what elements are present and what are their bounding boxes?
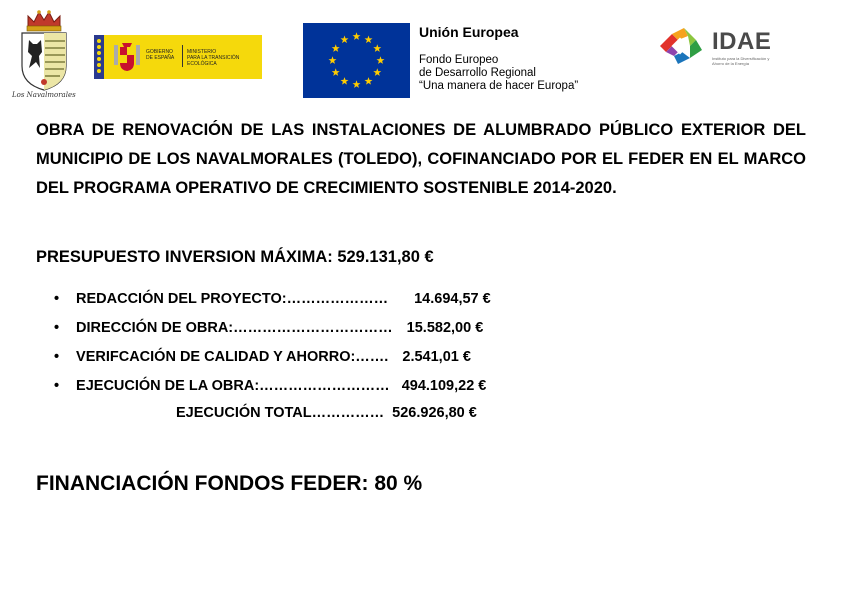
eu-title: Unión Europea (419, 24, 519, 40)
budget-item-amount: 494.109,22 € (401, 378, 487, 394)
gobierno-line-2: DE ESPAÑA (146, 55, 175, 61)
budget-item (54, 320, 483, 336)
eu-flag-icon (303, 23, 410, 98)
budget-item-label: REDACCIÓN DEL PROYECTO:………………… (76, 291, 389, 307)
bullet: • (54, 320, 60, 336)
budget-item-amount: 14.694,57 € (414, 291, 491, 307)
ministerio-line-1: MINISTERIO (187, 49, 217, 55)
eu-fund-motto: “Una manera de hacer Europa” (419, 80, 579, 92)
gobierno-espana-logo (94, 35, 262, 79)
funding-line: FINANCIACIÓN FONDOS FEDER: 80 % (36, 472, 423, 495)
idae-name: IDAE (712, 28, 772, 55)
execution-total-amount: 526.926,80 € (392, 405, 477, 421)
idae-logo (652, 22, 784, 72)
eu-fund-line-2: de Desarrollo Regional (419, 67, 536, 79)
budget-item-amount: 2.541,01 € (402, 349, 471, 365)
idae-subtitle: Instituto para la Diversificación y Ahorro de la Energía (712, 56, 770, 66)
execution-total-label: EJECUCIÓN TOTAL…………… (176, 405, 385, 421)
budget-line: PRESUPUESTO INVERSION MÁXIMA: 529.131,80 € (36, 248, 434, 266)
idae-mark-icon (652, 24, 708, 68)
spain-coat-of-arms-icon (112, 41, 142, 73)
crest-caption: Los Navalmorales (12, 91, 76, 99)
gobierno-divider (182, 45, 183, 67)
budget-item-label: VERIFCACIÓN DE CALIDAD Y AHORRO:……. (76, 349, 389, 365)
budget-item-label: EJECUCIÓN DE LA OBRA:……………………… (76, 378, 390, 394)
bullet: • (54, 378, 60, 394)
budget-item-amount: 15.582,00 € (406, 320, 484, 336)
eu-fund-line-1: Fondo Europeo (419, 54, 499, 66)
bullet: • (54, 291, 60, 307)
ministerio-line-2: PARA LA TRANSICIÓN ECOLÓGICA (187, 55, 240, 67)
bullet: • (54, 349, 60, 365)
budget-item (54, 291, 491, 307)
budget-item (54, 349, 471, 365)
document-title: OBRA DE RENOVACIÓN DE LAS INSTALACIONES DE ALUMBRADO PÚBLICO EXTERIOR DEL MUNICIPIO DE LOS NAVALMORALES (TOLEDO), COFINANCIADO POR EL FEDER EN EL MARCO DEL PROGRAMA OPERATIVO DE CRECIMIENTO SOSTENIBLE 2014-2020. (36, 121, 806, 197)
budget-item-label: DIRECCIÓN DE OBRA:…………………………… (76, 320, 393, 336)
execution-total (176, 405, 477, 421)
budget-item (54, 378, 486, 394)
municipal-crest-logo (14, 6, 74, 102)
gobierno-line-1: GOBIERNO (146, 49, 173, 55)
